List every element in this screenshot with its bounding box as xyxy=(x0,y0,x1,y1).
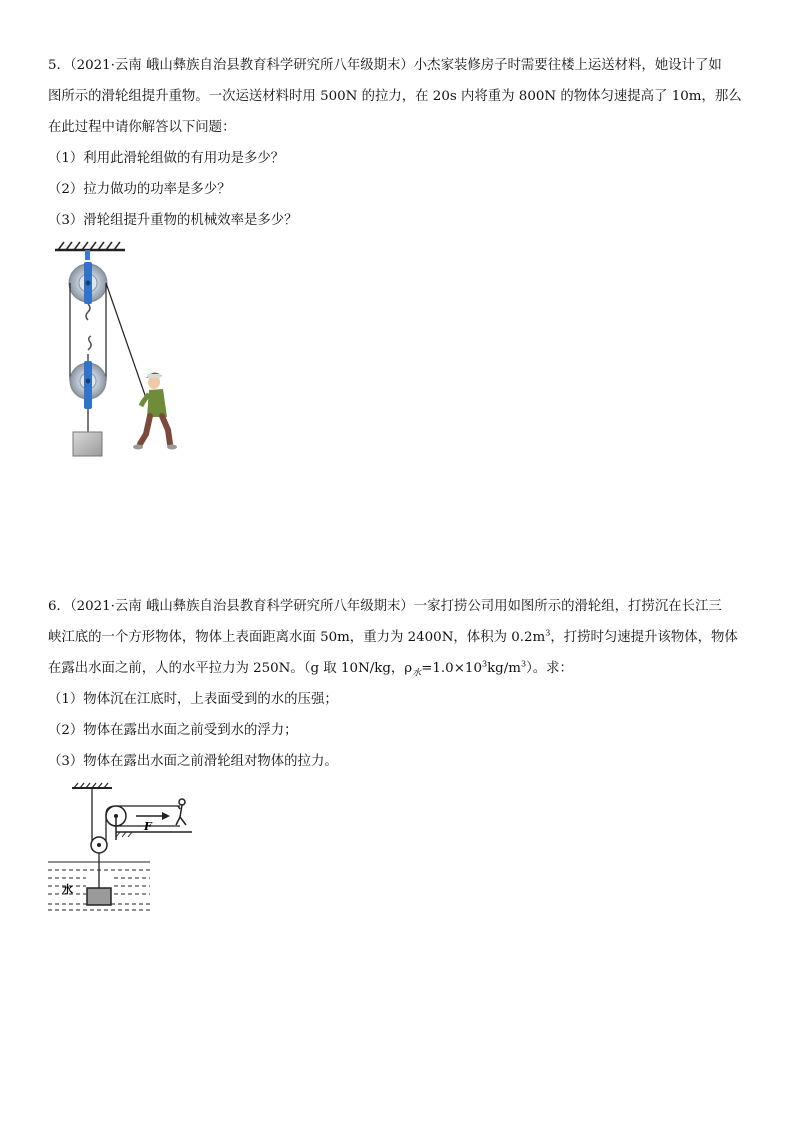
person xyxy=(176,799,186,825)
force-arrow xyxy=(136,812,170,833)
person-pulling xyxy=(133,372,177,449)
q5-line-2: 图所示的滑轮组提升重物。一次运送材料时用 500N 的拉力，在 20s 内将重为 800N 的物体匀速提高了 10m，那么 xyxy=(48,89,742,104)
q6-line-3-mid: =1.0×10 xyxy=(421,661,482,676)
q5-sub-3: （3）滑轮组提升重物的机械效率是多少？ xyxy=(48,213,298,228)
q6-salvage-figure xyxy=(44,780,204,915)
force-label: F xyxy=(144,820,152,833)
ceiling xyxy=(72,783,112,788)
q6-line-3-tail: ）。求： xyxy=(526,661,573,676)
movable-pulley xyxy=(70,336,106,432)
q6-line-2-tail: ，打捞时匀速提升该物体，物体 xyxy=(550,630,738,645)
fixed-pulley xyxy=(106,806,126,832)
weight-box xyxy=(73,432,102,456)
q6-sub-1: （1）物体沉在江底时，上表面受到的水的压强； xyxy=(48,692,338,707)
q6-line-2-sup: 3 xyxy=(545,628,551,638)
q5-line-3: 在此过程中请你解答以下问题： xyxy=(48,120,236,135)
q6-line-3-text: 在露出水面之前，人的水平拉力为 250N。（g 取 10N/kg，ρ xyxy=(48,661,413,676)
water-label: 水 xyxy=(62,883,73,896)
submerged-box xyxy=(87,888,111,905)
q6-line-3-unit: kg/m xyxy=(487,661,521,676)
q6-line-3 xyxy=(48,659,573,684)
q5-sub-1: （1）利用此滑轮组做的有用功是多少？ xyxy=(48,151,285,166)
q6-sub-2: （2）物体在露出水面之前受到水的浮力； xyxy=(48,723,298,738)
fixed-pulley xyxy=(69,250,107,320)
q5-line-1: 5．（2021·云南 峨山彝族自治县教育科学研究所八年级期末）小杰家装修房子时需要往楼上运送材料，她设计了如 xyxy=(48,58,722,73)
q6-line-2 xyxy=(48,628,738,648)
q6-line-1: 6．（2021·云南 峨山彝族自治县教育科学研究所八年级期末）一家打捞公司用如图所示的滑轮组，打捞沉在长江三 xyxy=(48,599,722,614)
ceiling xyxy=(55,242,125,250)
ropes xyxy=(92,788,180,888)
movable-pulley xyxy=(91,837,107,853)
q5-sub-2: （2）拉力做功的功率是多少？ xyxy=(48,182,231,197)
q6-sub-3: （3）物体在露出水面之前滑轮组对物体的拉力。 xyxy=(48,754,338,769)
q6-line-2-text: 峡江底的一个方形物体，物体上表面距离水面 50m，重力为 2400N，体积为 0.2m xyxy=(48,630,546,645)
q6-line-3-unit-sup: 3 xyxy=(520,659,527,669)
q6-line-3-sub: 水 xyxy=(412,668,422,679)
platform xyxy=(116,832,192,840)
q5-pulley-figure xyxy=(50,238,200,463)
q6-line-3-sup: 3 xyxy=(481,659,488,669)
